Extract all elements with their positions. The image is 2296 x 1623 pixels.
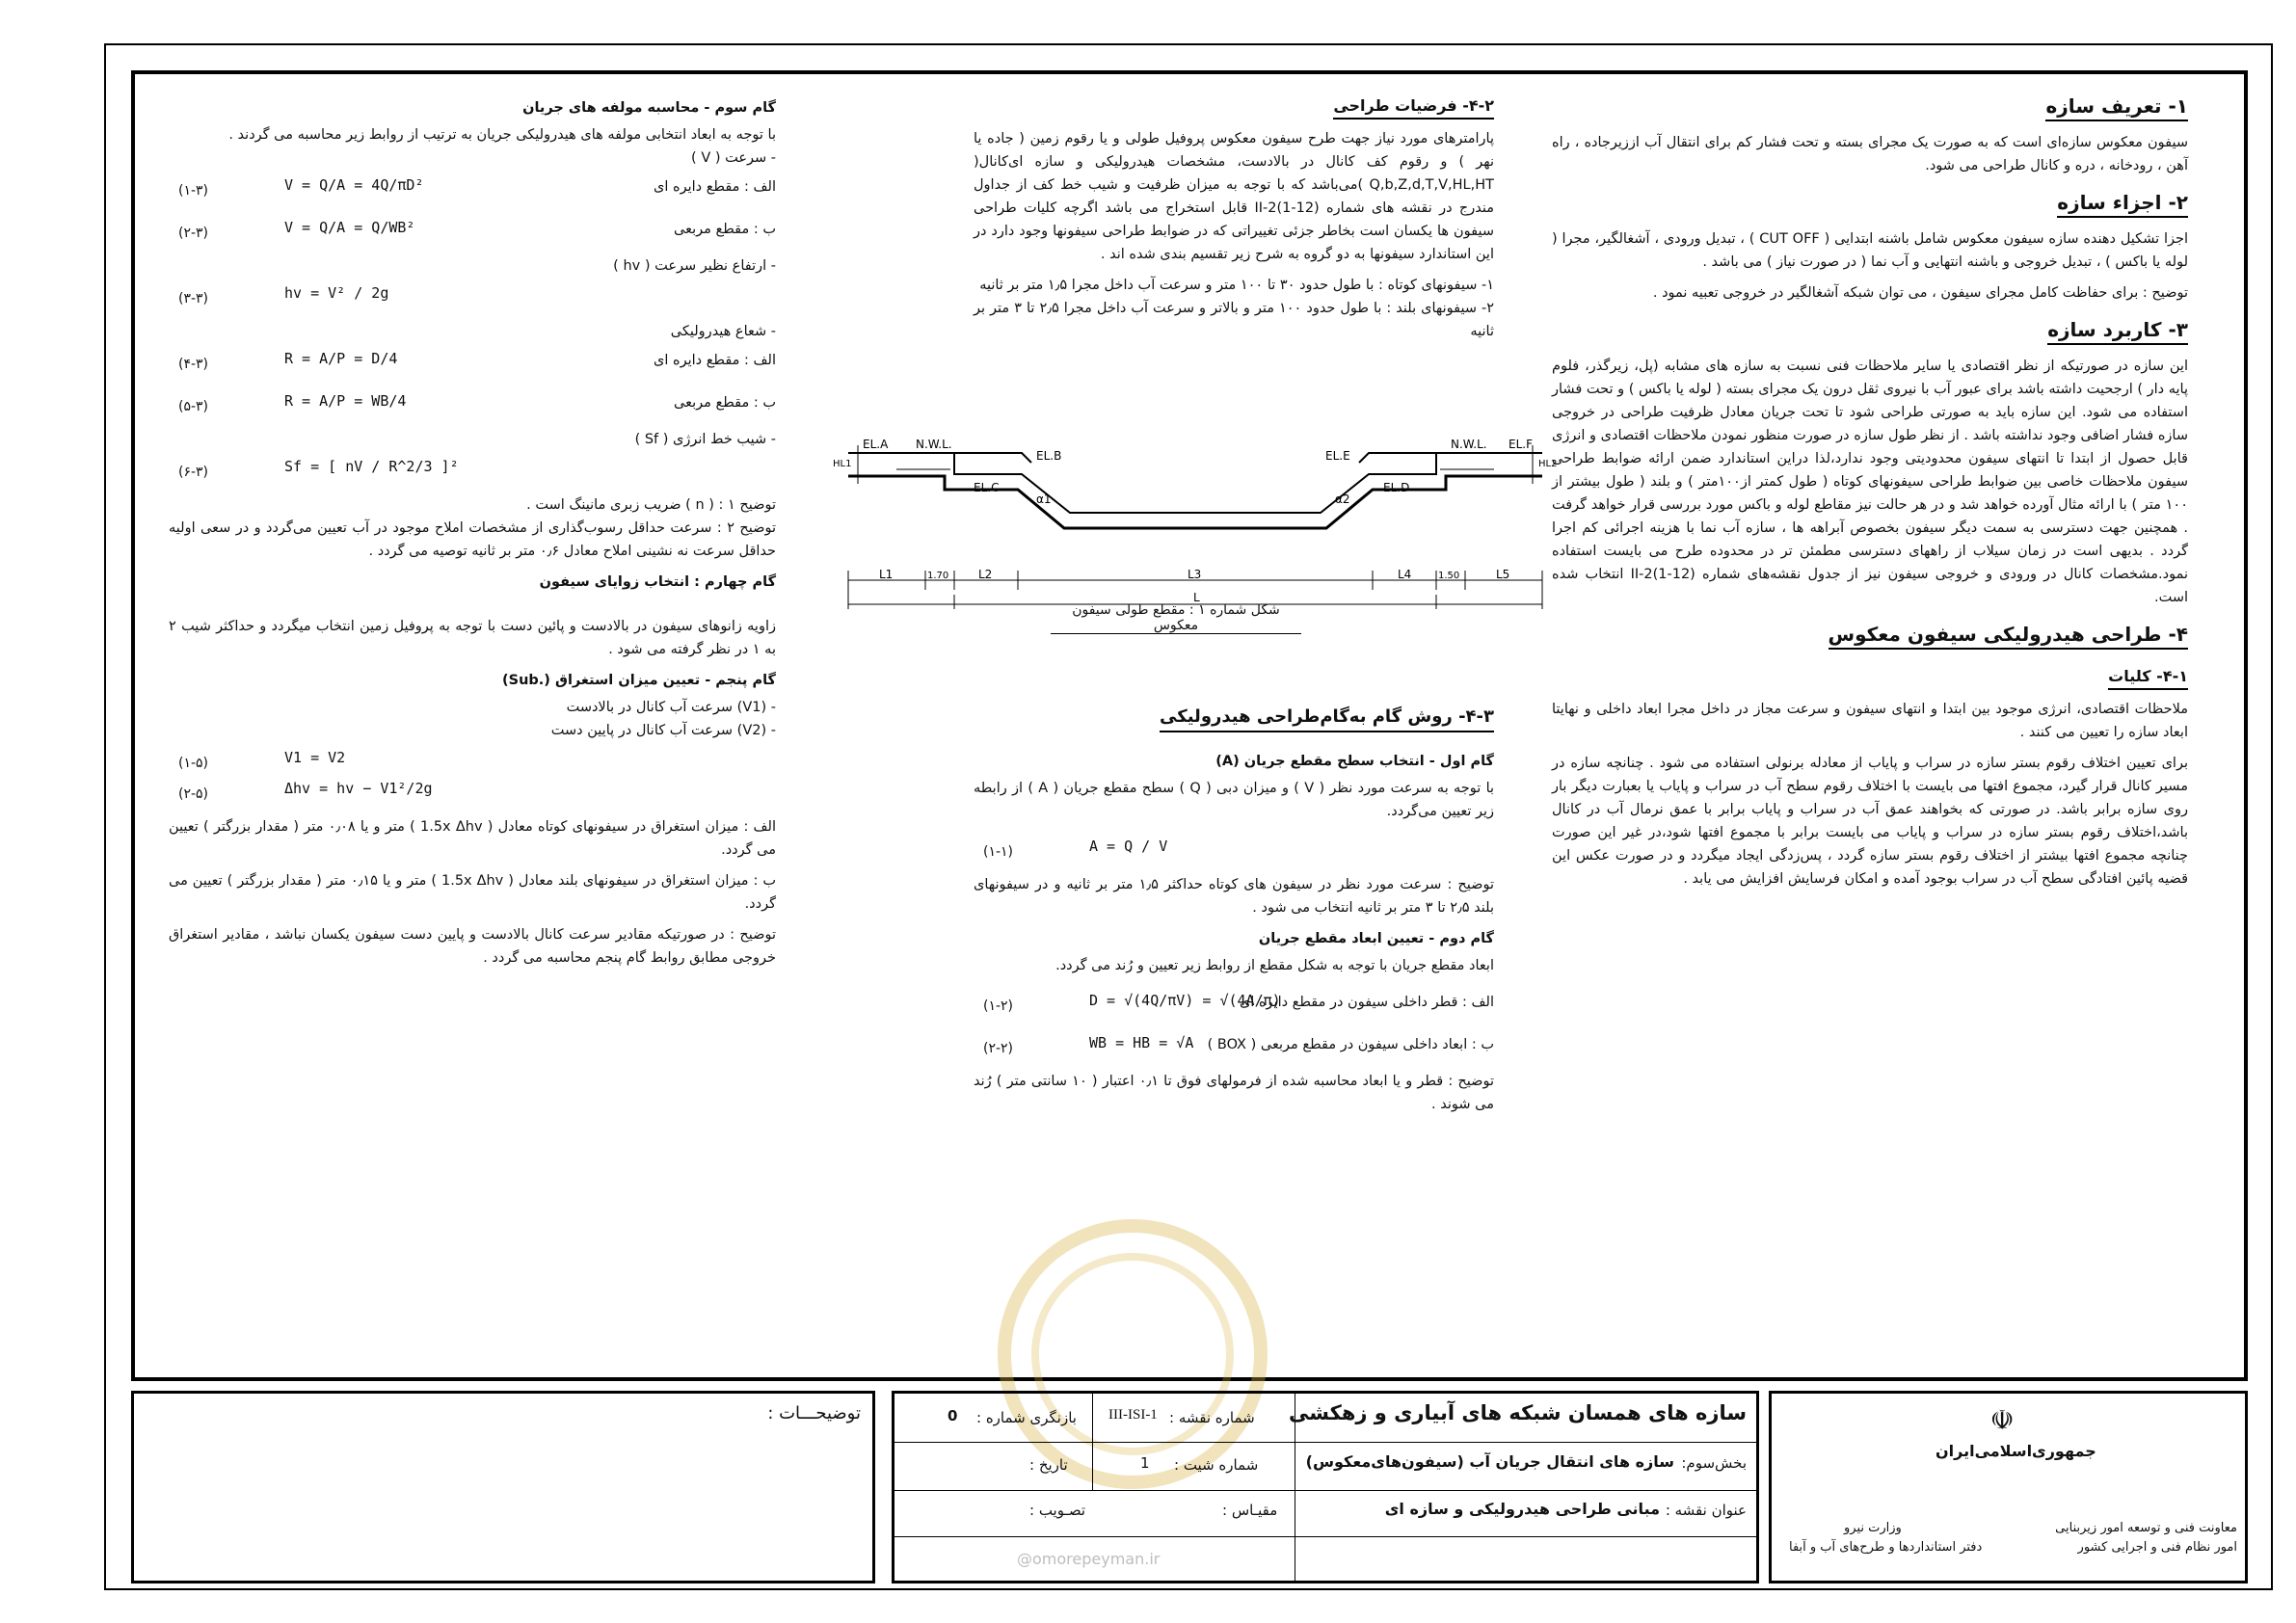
watermark-text: @omorepeyman.ir (1017, 1550, 1161, 1568)
scale-label: مقیـاس : (1222, 1502, 1278, 1519)
equation-formula: R = A/P = D/4 (284, 350, 398, 367)
section-3-text: این سازه در صورتیکه از نظر اقتصادی یا سایر ملاحظات فنی نسبت به سازه های مشابه (پل، زیرگذر، فلوم پایه دار ) ارجحیت داشته باشد برای عبور آب با نیروی ثقل درون یک مجرای بسته ( لوله یا باکس ) و تحت فشار استفاده می شود. این سازه باید به صورتی طراحی شود تا تحت جریان معادل ظرفیت طراحی در خروجی سازه فشار اضافی وجود نداشته باشد . از نظر طول سازه در صورت منظور نمودن ملاحظات اقتصادی و انرژی قابل حصول از ابتدا تا انتهای سیفون محدودیتی وجود ندارد،لذا دراین استاندارد ضمن ارائه ضوابط طراحی سیفون ملاحظات خاصی بین ضوابط طراحی سیفونهای کوتاه ( طول کمتر از۱۰۰متر ) و بلند ( طول بیشتر از ۱۰۰ متر ) با ارائه مثال آورده خواهد شد و در هر حالت نیز مقاطع لوله و باکس مورد بررسی قرار خواهد گرفت . همچنین جهت دسترسی به سمت دیگر سیفون بخصوص آبراهه ها ، سازه آب نما با هزینه اجرائی کم اجرا گردد . بدیهی است در زمان سیلاب از راههای دسترسی مطمئن تر در محدوده طرح می بایست استفاده نمود.مشخصات کانال در ورودی و خروجی سیفون نیز از جدول نقشه‌های شماره II-2(1-12) انتخاب شده است. (1552, 359, 2188, 605)
right-column (1552, 89, 2188, 1370)
equation-formula: V = Q/A = Q/WB² (284, 219, 415, 236)
equation-3-3 (169, 278, 776, 320)
equation-1-1 (974, 831, 1494, 873)
equation-1-3 (169, 170, 776, 212)
label-l: L (1193, 591, 1200, 604)
equation-number: (۱-۲) (983, 998, 1014, 1014)
equation-formula: R = A/P = WB/4 (284, 392, 407, 410)
label-l2: L2 (978, 568, 993, 581)
label-el-c: EL.C (974, 481, 1000, 494)
step-1-text: با توجه به سرعت مورد نظر ( V ) و میزان دبی ( Q ) سطح مقطع جریان ( A ) از رابطه زیر تعیین می‌گردد. (974, 781, 1495, 819)
equation-4-3 (169, 343, 776, 386)
country-name: جمهوری‌اسلامی‌ایران (1936, 1442, 2096, 1460)
equation-formula: hv = V² / 2g (284, 284, 389, 302)
section-4-1-text-2: برای تعیین اختلاف رقوم بستر سازه در سراب و پایاب از معادله برنولی استفاده می شود . چنانچه سازه در مسیر کانال قرار گیرد، مجموع افتها می بایست با اختلاف رقوم سطح آب در سراب و پایاب یا بعبارت دیگر بار روی سازه برابر باشد. در صورتی که بخواهند عمق آب در سراب و پایاب برابر با عمق نرمال آب در کانال باشد،اختلاف رقوم بستر سازه در سراب و پایاب می بایست برابر با مجموع افتها شود،در غیر این صورت چنانچه مجموع افتها بیشتر از اختلاف رقوم بستر سازه گردد ، پس‌زدگی ایجاد میگردد و در صورت عکس این قضیه پائین افتادگی سطح آب در سراب بوجود آمده و امکان فرسایش افزایش می یابد . (1552, 756, 2188, 887)
label-hl2: HL2 (1538, 459, 1558, 469)
note-2: توضیح ۲ : سرعت حداقل رسوب‌گذاری از مشخصات املاح موجود در آب تعیین می‌گردد و در سعی اولیه حداقل سرعت نه نشینی املاح معادل ۰٫۶ متر بر ثانیه توصیه می گردد . (169, 520, 776, 559)
equation-label: الف : مقطع دایره ای (654, 179, 776, 195)
equation-number: (۶-۳) (178, 465, 209, 480)
submergence-short: الف : میزان استغراق در سیفونهای کوتاه معادل ( 1.5x Δhv ) متر و یا ۰٫۰۸ متر ( مقدار بزرگتر ) تعیین می گردد. (169, 819, 776, 858)
map-number-value: III-ISI-1 (1108, 1407, 1158, 1423)
submergence-long: ب : میزان استغراق در سیفونهای بلند معادل ( 1.5x Δhv ) متر و یا ۰٫۱۵ متر ( مقدار بزرگتر ) تعیین می گردد. (169, 873, 776, 912)
equation-label: ب : مقطع مربعی (674, 222, 776, 237)
section-value: سازه های انتقال جریان آب (سیفون‌های‌معکوس) (1305, 1452, 1674, 1471)
step-3-title: گام سوم - محاسبه مولفه های جریان (522, 100, 776, 116)
label-hl1: HL1 (833, 459, 852, 469)
label-alpha-2: α2 (1335, 492, 1350, 506)
label-el-b: EL.B (1036, 449, 1062, 463)
siphon-profile-figure (829, 416, 1558, 628)
equation-1-2 (974, 985, 1494, 1027)
step-1-note: توضیح : سرعت مورد نظر در سیفون های کوتاه حداکثر ۱٫۵ متر بر ثانیه و در سیفونهای بلند ۲٫۵ تا ۳ متر بر ثانیه انتخاب می شود . (974, 877, 1494, 916)
submergence-note: توضیح : در صورتیکه مقادیر سرعت کانال بالادست و پایین دست سیفون یکسان نباشد ، مقادیر استغراق خروجی مطابق روابط گام پنجم محاسبه می گردد . (169, 927, 776, 966)
note-1: توضیح ۱ : ( n ) ضریب زبری مانینگ است . (526, 497, 776, 513)
office-name: دفتر استانداردها و طرح‌های آب و آبفا (1789, 1540, 1983, 1555)
drawing-title-label: عنوان نقشه : (1665, 1502, 1747, 1519)
label-1-50: 1.50 (1438, 571, 1460, 581)
equation-formula: V1 = V2 (284, 749, 346, 766)
equation-formula: A = Q / V (1089, 838, 1168, 855)
left-column (169, 89, 776, 1370)
middle-column (974, 89, 1494, 1370)
section-2-text: اجزا تشکیل دهنده سازه سیفون معکوس شامل باشنه ابتدایی ( CUT OFF ) ، تبدیل ورودی ، آشغالگیر، مجرا ( لوله یا باکس ) ، تبدیل خروجی و باشنه انتهایی و آب نما ( در صورت نیاز ) می باشد . (1552, 231, 2188, 270)
label-el-a: EL.A (863, 438, 889, 451)
energy-slope-title: - شیب خط انرژی ( Sf ) (634, 432, 776, 447)
equation-label: الف : قطر داخلی سیفون در مقطع دایره ای (1239, 995, 1494, 1010)
step-2-note: توضیح : قطر و یا ابعاد محاسبه شده از فرمولهای فوق تا ۰٫۱ اعتبار ( ۱۰ سانتی متر ) رُند می شوند . (974, 1074, 1494, 1112)
label-el-e: EL.E (1325, 449, 1350, 463)
section-label: بخش‌سوم: (1681, 1454, 1747, 1472)
section-4-title: ۴- طراحی هیدرولیکی سیفون معکوس (1829, 623, 2189, 650)
section-3-title: ۳- کاربرد سازه (2047, 318, 2188, 345)
step-1-title: گام اول - انتخاب سطح مقطع جریان (A) (1215, 754, 1494, 769)
section-4-2-title: ۴-۲- فرضیات طراحی (1333, 94, 1494, 120)
label-alpha-1: α1 (1036, 492, 1052, 506)
label-1-70: 1.70 (927, 571, 949, 581)
velocity-title: - سرعت ( V ) (691, 150, 776, 166)
section-4-3-title: ۴-۳- روش گام به‌گام‌طراحی هیدرولیکی (1160, 705, 1494, 732)
equation-2-5 (169, 773, 776, 815)
equation-formula: Sf = [ nV / R^2/3 ]² (284, 458, 459, 475)
ministry-name: وزارت نیرو (1844, 1521, 1902, 1535)
label-l1: L1 (879, 568, 894, 581)
section-2-title: ۲- اجزاء سازه (2057, 191, 2188, 218)
equation-number: (۲-۲) (983, 1041, 1014, 1056)
notes-label: توضیحـــات : (767, 1403, 861, 1423)
section-1-text: سیفون معکوس سازه‌ای است که به صورت یک مجرای بسته و تحت فشار کم برای انتقال آب اززیرجاده ، راه آهن ، رودخانه ، دره و کانال طراحی می شود. (1552, 135, 2188, 173)
equation-6-3 (169, 451, 776, 493)
v2-definition: - (V2) سرعت آب کانال در پایین دست (550, 723, 776, 738)
equation-number: (۵-۳) (178, 399, 209, 414)
equation-5-3 (169, 386, 776, 428)
date-label: تاریخ : (1029, 1456, 1068, 1474)
hydraulic-radius-title: - شعاع هیدرولیکی (670, 324, 776, 339)
equation-number: (۱-۳) (178, 183, 209, 199)
step-2-text: ابعاد مقطع جریان با توجه به شکل مقطع از روابط زیر تعیین و رُند می گردد. (1055, 958, 1494, 973)
equation-number: (۲-۳) (178, 226, 209, 241)
short-siphon-item: ۱- سیفونهای کوتاه : با طول حدود ۳۰ تا ۱۰۰ متر و سرعت آب داخل مجرا ۱٫۵ متر بر ثانیه (979, 278, 1494, 293)
label-nwl-downstream: N.W.L. (1451, 438, 1487, 451)
equation-number: (۳-۳) (178, 291, 209, 306)
equation-number: (۱-۵) (178, 756, 209, 771)
equation-label: ب : مقطع مربعی (674, 395, 776, 411)
section-4-2-text: پارامترهای مورد نیاز جهت طرح سیفون معکوس پروفیل طولی و یا رقوم زمین ( جاده یا نهر ) و رقوم کف کانال در بالادست، مشخصات هیدرولیکی و سازه ای‌کانال( Q,b,Z,d,T,V,HL,HT )می‌باشد که با توجه به میزان ظرفیت و شیب خط کف از جداول مندرج در نقشه های شماره II-2(1-12) قابل استخراج می باشد اگرچه کلیات طراحی سیفون ها یکسان است بخاطر جزئی تغییراتی که در ضوابط طراحی سیفونها وجود دارد در این استاندارد سیفونها به دو گروه به شرح زیر تقسیم بندی شده اند . (974, 131, 1494, 262)
equation-number: (۴-۳) (178, 357, 209, 372)
org-line-2: امور نظام فنی و اجرایی کشور (2077, 1540, 2237, 1555)
equation-formula: V = Q/A = 4Q/πD² (284, 176, 424, 194)
label-l5: L5 (1496, 568, 1510, 581)
title-block-organization (1769, 1391, 2248, 1583)
label-nwl-upstream: N.W.L. (916, 438, 952, 451)
equation-1-5 (169, 742, 776, 773)
sheet-value: 1 (1140, 1454, 1150, 1472)
drawing-title-value: مبانی طراحی هیدرولیکی و سازه ای (1384, 1500, 1660, 1518)
org-line-1: معاونت فنی و توسعه امور زیربنایی (2055, 1521, 2237, 1535)
equation-number: (۱-۱) (983, 844, 1014, 860)
velocity-head-title: - ارتفاع نظیر سرعت ( hv ) (613, 258, 776, 274)
equation-formula: D = √(4Q/πV) = √(4A/π) (1089, 992, 1281, 1009)
figure-caption: شکل شماره ۱ : مقطع طولی سیفون معکوس (1051, 602, 1301, 634)
step-2-title: گام دوم - تعیین ابعاد مقطع جریان (1258, 931, 1494, 946)
equation-formula: Δhv = hv − V1²/2g (284, 780, 433, 797)
step-4-title: گام چهارم : انتخاب زوایای سیفون (539, 574, 776, 590)
step-5-title: گام پنجم - تعیین میزان استغراق (.Sub) (502, 673, 776, 688)
equation-formula: WB = HB = √A (1089, 1034, 1194, 1051)
revision-label: بازنگری شماره : (976, 1409, 1077, 1426)
equation-2-2 (974, 1027, 1494, 1070)
revision-value: 0 (948, 1407, 958, 1424)
step-3-text: با توجه به ابعاد انتخابی مولفه های هیدرولیکی جریان به ترتیب از روابط زیر محاسبه می گردند . (228, 127, 776, 143)
section-4-1-title: ۴-۱- کلیات (2108, 665, 2188, 690)
main-title: سازه های همسان شبکه های آبیاری و زهکشی (1289, 1401, 1747, 1424)
label-el-d: EL.D (1383, 481, 1410, 494)
equation-number: (۲-۵) (178, 786, 209, 802)
v1-definition: - (V1) سرعت آب کانال در بالادست (566, 700, 776, 715)
label-l4: L4 (1398, 568, 1412, 581)
section-2-note: توضیح : برای حفاظت کامل مجرای سیفون ، می توان شبکه آشغالگیر در خروجی تعبیه نمود . (1652, 285, 2188, 301)
equation-label: ب : ابعاد داخلی سیفون در مقطع مربعی ( BOX ) (1207, 1037, 1494, 1052)
equation-label: الف : مقطع دایره ای (654, 353, 776, 368)
long-siphon-item: ۲- سیفونهای بلند : با طول حدود ۱۰۰ متر و بالاتر و سرعت آب داخل مجرا ۲٫۵ تا ۳ متر بر ثانیه (974, 301, 1494, 339)
map-number-label: شماره نقشه : (1169, 1409, 1255, 1426)
label-l3: L3 (1188, 568, 1202, 581)
sheet-label: شماره شیت : (1174, 1456, 1259, 1474)
notes-box (131, 1391, 875, 1583)
section-1-title: ۱- تعریف سازه (2045, 94, 2188, 121)
iran-emblem-icon: ☫ (1989, 1404, 2015, 1436)
equation-2-3 (169, 212, 776, 254)
section-4-1-text-1: ملاحظات اقتصادی، انرژی موجود بین ابتدا و انتهای سیفون و سرعت مجاز در داخل مجرا ابعاد داخلی و نهایتا ابعاد سازه را تعیین می کنند . (1552, 702, 2188, 740)
approval-label: تصـویب : (1029, 1502, 1086, 1519)
label-el-f: EL.F (1508, 438, 1533, 451)
step-4-text: زاویه زانوهای سیفون در بالادست و پائین دست با توجه به پروفیل زمین انتخاب میگردد و حداکثر شیب ۲ به ۱ در نظر گرفته می شود . (169, 619, 776, 657)
